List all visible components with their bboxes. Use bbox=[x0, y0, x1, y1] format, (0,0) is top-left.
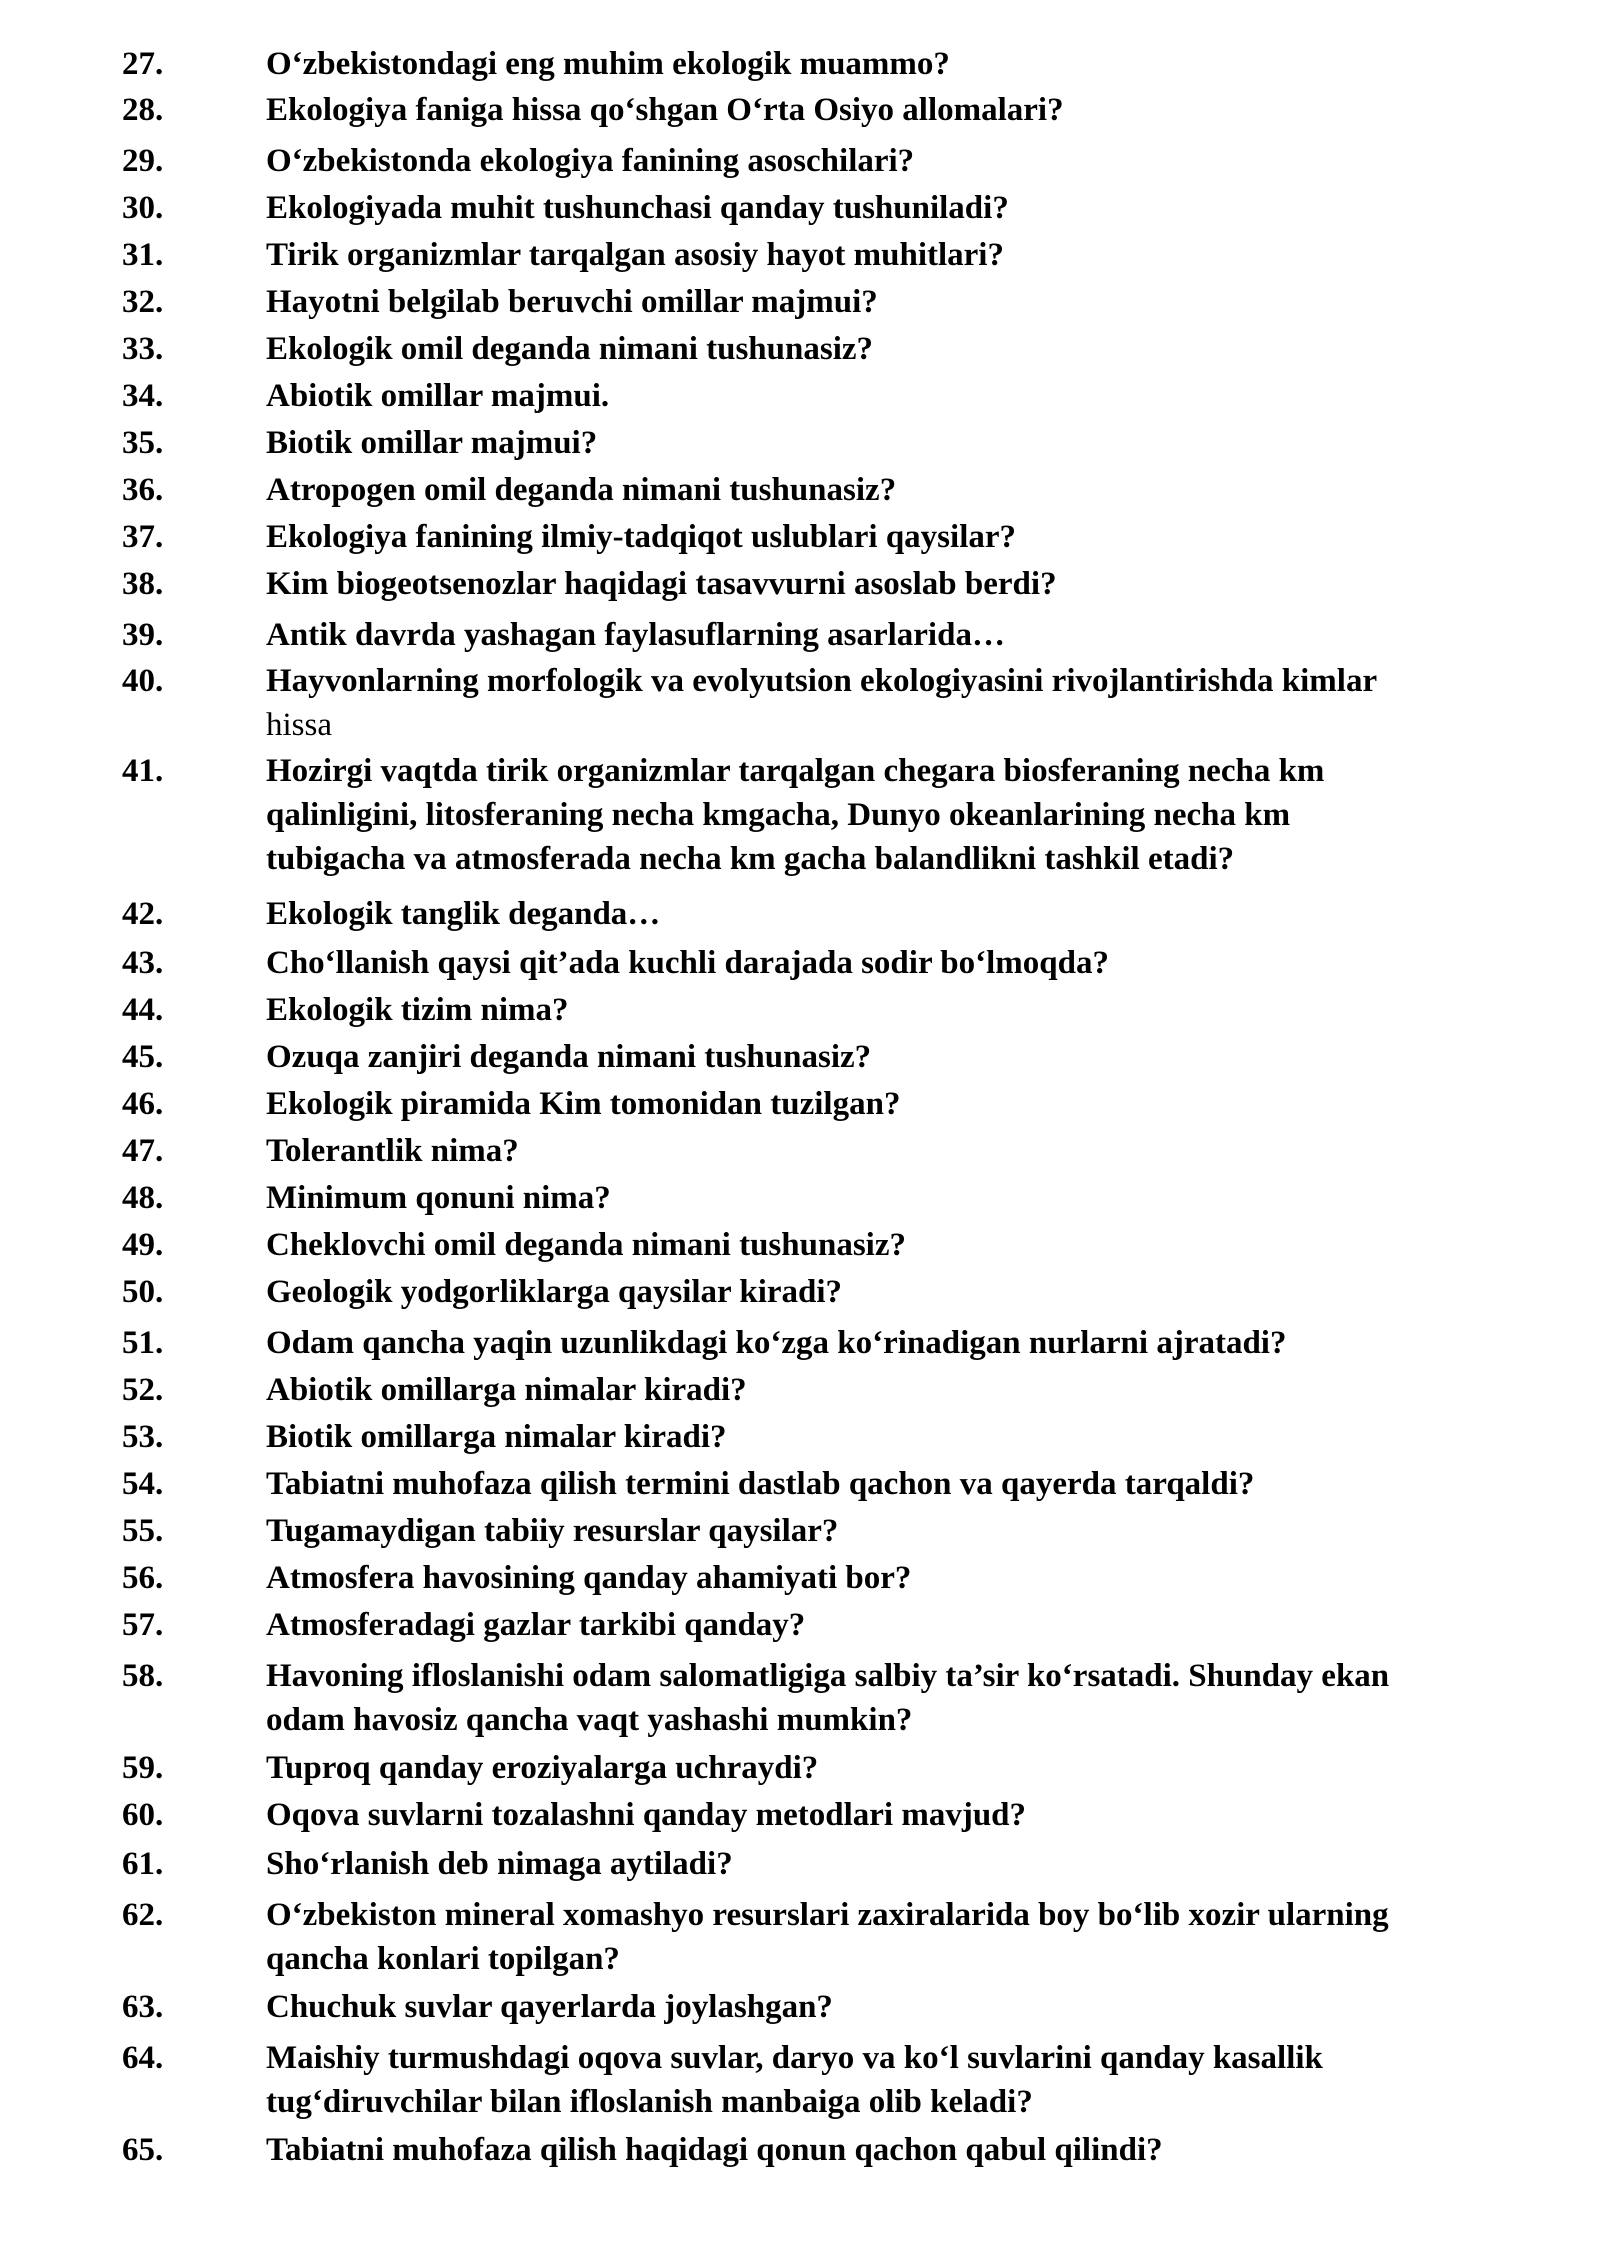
question-number: 57. bbox=[122, 1607, 164, 1643]
question-text bbox=[266, 1556, 1576, 1600]
question-line: Tolerantlik nima? bbox=[266, 1133, 519, 1169]
question-text bbox=[266, 1793, 1576, 1837]
question-number: 29. bbox=[122, 143, 164, 179]
question-text bbox=[266, 892, 1576, 936]
question-number: 63. bbox=[122, 1989, 164, 2025]
question-number: 48. bbox=[122, 1180, 164, 1216]
question-line: tubigacha va atmosferada necha km gacha balandlikni tashkil etadi? bbox=[266, 841, 1235, 877]
question-text bbox=[266, 280, 1576, 324]
question-line: O‘zbekiston mineral xomashyo resurslari zaxiralarida boy bo‘lib xozir ularning bbox=[266, 1897, 1389, 1933]
question-line: Abiotik omillar majmui. bbox=[266, 378, 610, 414]
question-line: Cheklovchi omil deganda nimani tushunasiz? bbox=[266, 1227, 906, 1263]
question-text bbox=[266, 374, 1576, 418]
question-line: Tugamaydigan tabiiy resurslar qaysilar? bbox=[266, 1513, 839, 1549]
question-text bbox=[266, 421, 1576, 465]
question-line: Chuchuk suvlar qayerlarda joylashgan? bbox=[266, 1989, 833, 2025]
question-number: 38. bbox=[122, 566, 164, 602]
question-number: 55. bbox=[122, 1513, 164, 1549]
question-number: 42. bbox=[122, 896, 164, 932]
question-line: O‘zbekistonda ekologiya fanining asoschilari? bbox=[266, 143, 915, 179]
question-number: 54. bbox=[122, 1466, 164, 1502]
question-text bbox=[266, 1509, 1576, 1553]
question-number: 50. bbox=[122, 1274, 164, 1310]
question-number: 64. bbox=[122, 2040, 164, 2076]
question-line: Biotik omillar majmui? bbox=[266, 425, 598, 461]
question-line: Ekologiyada muhit tushunchasi qanday tushuniladi? bbox=[266, 190, 1009, 226]
question-text bbox=[266, 1893, 1576, 1981]
question-line: qalinligini, litosferaning necha kmgacha, Dunyo okeanlarining necha km bbox=[266, 797, 1291, 833]
question-line: Ekologik tizim nima? bbox=[266, 992, 569, 1028]
question-number: 37. bbox=[122, 519, 164, 555]
question-text bbox=[266, 515, 1576, 559]
question-number: 30. bbox=[122, 190, 164, 226]
question-line: Tabiatni muhofaza qilish termini dastlab qachon va qayerda tarqaldi? bbox=[266, 1466, 1255, 1502]
question-line: Hayotni belgilab beruvchi omillar majmui? bbox=[266, 284, 878, 320]
question-number: 47. bbox=[122, 1133, 164, 1169]
question-text bbox=[266, 2128, 1576, 2172]
question-line: Tuproq qanday eroziyalarga uchraydi? bbox=[266, 1750, 819, 1786]
question-line: O‘zbekistondagi eng muhim ekologik muammo? bbox=[266, 46, 950, 82]
question-number: 61. bbox=[122, 1846, 164, 1882]
question-text bbox=[266, 1603, 1576, 1647]
question-number: 65. bbox=[122, 2132, 164, 2168]
question-line: Cho‘llanish qaysi qit’ada kuchli darajada sodir bo‘lmoqda? bbox=[266, 945, 1109, 981]
question-text bbox=[266, 233, 1576, 277]
question-line: Abiotik omillarga nimalar kiradi? bbox=[266, 1372, 747, 1408]
question-text bbox=[266, 186, 1576, 230]
question-text bbox=[266, 1462, 1576, 1506]
question-number: 53. bbox=[122, 1419, 164, 1455]
question-line: Minimum qonuni nima? bbox=[266, 1180, 611, 1216]
question-text bbox=[266, 1223, 1576, 1267]
question-text bbox=[266, 659, 1576, 747]
question-line: Hozirgi vaqtda tirik organizmlar tarqalgan chegara biosferaning necha km bbox=[266, 753, 1325, 789]
question-number: 51. bbox=[122, 1325, 164, 1361]
question-text bbox=[266, 139, 1576, 183]
question-text bbox=[266, 1176, 1576, 1220]
question-text bbox=[266, 988, 1576, 1032]
question-number: 34. bbox=[122, 378, 164, 414]
question-number: 52. bbox=[122, 1372, 164, 1408]
question-line: Hayvonlarning morfologik va evolyutsion ekologiyasini rivojlantirishda kimlar bbox=[266, 663, 1378, 699]
question-number: 59. bbox=[122, 1750, 164, 1786]
question-line: Biotik omillarga nimalar kiradi? bbox=[266, 1419, 727, 1455]
question-line: odam havosiz qancha vaqt yashashi mumkin? bbox=[266, 1702, 913, 1738]
question-line: Ozuqa zanjiri deganda nimani tushunasiz? bbox=[266, 1039, 872, 1075]
question-number: 35. bbox=[122, 425, 164, 461]
question-line: Ekologik tanglik deganda… bbox=[266, 896, 661, 932]
question-number: 33. bbox=[122, 331, 164, 367]
question-line: Oqova suvlarni tozalashni qanday metodlari mavjud? bbox=[266, 1797, 1027, 1833]
question-text bbox=[266, 1270, 1576, 1314]
question-number: 41. bbox=[122, 753, 164, 789]
question-text bbox=[266, 1321, 1576, 1365]
question-line: hissa bbox=[266, 707, 332, 743]
question-number: 43. bbox=[122, 945, 164, 981]
question-number: 36. bbox=[122, 472, 164, 508]
question-number: 45. bbox=[122, 1039, 164, 1075]
question-text bbox=[266, 1415, 1576, 1459]
question-line: Antik davrda yashagan faylasuflarning asarlarida… bbox=[266, 617, 1005, 653]
question-text bbox=[266, 749, 1576, 881]
question-number: 62. bbox=[122, 1897, 164, 1933]
question-number: 27. bbox=[122, 46, 164, 82]
question-line: Ekologiya fanining ilmiy-tadqiqot uslublari qaysilar? bbox=[266, 519, 1017, 555]
question-number: 58. bbox=[122, 1658, 164, 1694]
question-text bbox=[266, 327, 1576, 371]
question-number: 31. bbox=[122, 237, 164, 273]
question-text bbox=[266, 88, 1576, 132]
question-text bbox=[266, 1035, 1576, 1079]
question-text bbox=[266, 1082, 1576, 1126]
question-text bbox=[266, 1985, 1576, 2029]
question-text bbox=[266, 468, 1576, 512]
question-line: Geologik yodgorliklarga qaysilar kiradi? bbox=[266, 1274, 843, 1310]
question-line: qancha konlari topilgan? bbox=[266, 1941, 620, 1977]
question-line: Odam qancha yaqin uzunlikdagi ko‘zga ko‘rinadigan nurlarni ajratadi? bbox=[266, 1325, 1287, 1361]
question-text bbox=[266, 562, 1576, 606]
question-line: Ekologik piramida Kim tomonidan tuzilgan? bbox=[266, 1086, 901, 1122]
question-line: Ekologiya faniga hissa qo‘shgan O‘rta Osiyo allomalari? bbox=[266, 92, 1064, 128]
question-line: Tabiatni muhofaza qilish haqidagi qonun qachon qabul qilindi? bbox=[266, 2132, 1163, 2168]
question-text bbox=[266, 941, 1576, 985]
question-text bbox=[266, 2036, 1576, 2124]
question-line: Atropogen omil deganda nimani tushunasiz? bbox=[266, 472, 897, 508]
question-line: Sho‘rlanish deb nimaga aytiladi? bbox=[266, 1846, 733, 1882]
question-number: 49. bbox=[122, 1227, 164, 1263]
question-line: tug‘diruvchilar bilan ifloslanish manbaiga olib keladi? bbox=[266, 2084, 1033, 2120]
question-line: Havoning ifloslanishi odam salomatligiga salbiy ta’sir ko‘rsatadi. Shunday ekan bbox=[266, 1658, 1390, 1694]
question-text bbox=[266, 1842, 1576, 1886]
question-text bbox=[266, 1368, 1576, 1412]
question-line: Tirik organizmlar tarqalgan asosiy hayot muhitlari? bbox=[266, 237, 1004, 273]
question-number: 56. bbox=[122, 1560, 164, 1596]
question-line: Atmosferadagi gazlar tarkibi qanday? bbox=[266, 1607, 806, 1643]
question-text bbox=[266, 1654, 1576, 1742]
question-text bbox=[266, 1746, 1576, 1790]
question-number: 46. bbox=[122, 1086, 164, 1122]
question-text bbox=[266, 1129, 1576, 1173]
question-number: 28. bbox=[122, 92, 164, 128]
question-number: 44. bbox=[122, 992, 164, 1028]
question-line: Maishiy turmushdagi oqova suvlar, daryo va ko‘l suvlarini qanday kasallik bbox=[266, 2040, 1323, 2076]
question-number: 39. bbox=[122, 617, 164, 653]
question-text bbox=[266, 42, 1576, 86]
question-line: Ekologik omil deganda nimani tushunasiz? bbox=[266, 331, 874, 367]
question-number: 40. bbox=[122, 663, 164, 699]
question-text bbox=[266, 613, 1576, 657]
question-line: Kim biogeotsenozlar haqidagi tasavvurni asoslab berdi? bbox=[266, 566, 1057, 602]
question-number: 60. bbox=[122, 1797, 164, 1833]
question-line: Atmosfera havosining qanday ahamiyati bor? bbox=[266, 1560, 912, 1596]
question-number: 32. bbox=[122, 284, 164, 320]
